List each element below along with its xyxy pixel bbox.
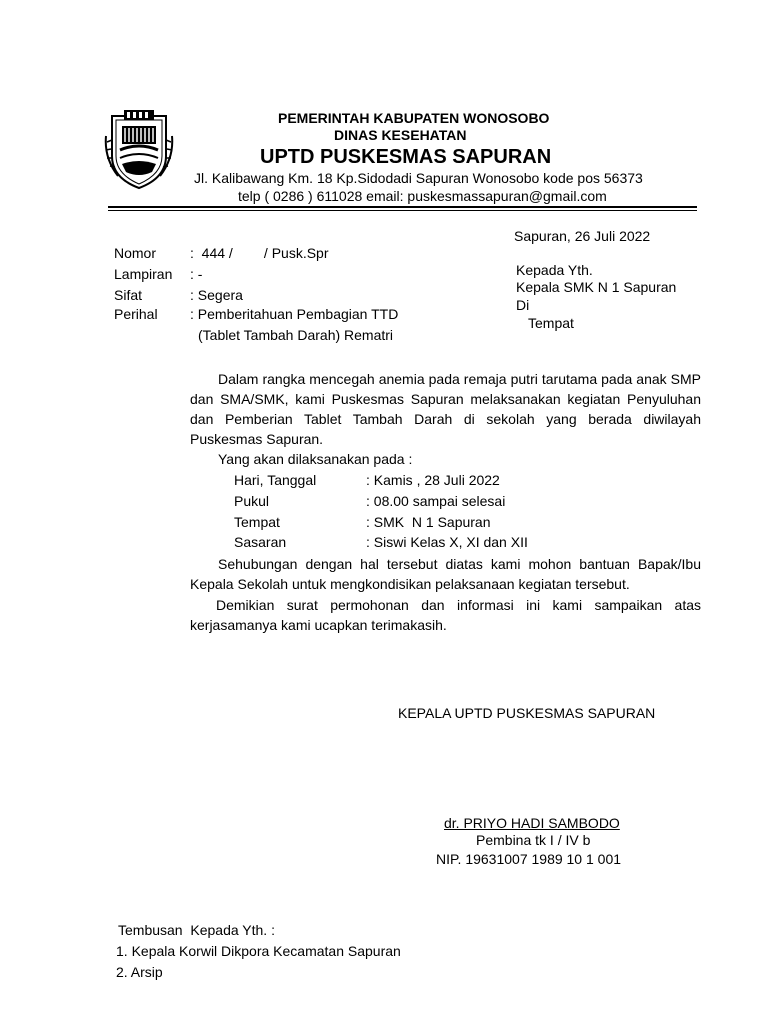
perihal-value: : Pemberitahuan Pembagian TTD [190,306,399,322]
perihal-label: Perihal [114,306,158,322]
sifat-value: : Segera [190,287,243,303]
lampiran-value: : - [190,266,203,282]
schedule-label-time: Pukul [234,493,270,509]
header-divider-thick [108,206,697,208]
header-government: PEMERINTAH KABUPATEN WONOSOBO [278,110,550,126]
schedule-value-time: : 08.00 sampai selesai [366,493,506,509]
header-contact: telp ( 0286 ) 611028 email: puskesmassapuran@gmail.com [238,188,607,204]
wonosobo-regency-emblem [104,106,174,190]
schedule-intro: Yang akan dilaksanakan pada : [218,451,413,467]
schedule-value-day: : Kamis , 28 Juli 2022 [366,472,500,488]
perihal-value-continued: (Tablet Tambah Darah) Rematri [198,327,394,343]
header-department: DINAS KESEHATAN [334,127,467,143]
body-paragraph-2: Sehubungan dengan hal tersebut diatas kami mohon bantuan Bapak/Ibu Kepala Sekolah untuk mengkondisikan pelaksanaan kegiatan tersebut. [190,556,701,592]
nomor-label: Nomor [114,245,157,261]
sifat-label: Sifat [114,287,143,303]
lampiran-label: Lampiran [114,266,173,282]
cc-item: 2. Arsip [116,964,163,980]
schedule-label-target: Sasaran [234,534,287,550]
nomor-value: : 444 / / Pusk.Spr [190,245,329,261]
schedule-value-place: : SMK N 1 Sapuran [366,514,491,530]
recipient-place: Tempat [528,315,574,331]
signature-nip: NIP. 19631007 1989 10 1 001 [436,851,622,867]
body-paragraph-1: Dalam rangka mencegah anemia pada remaja putri tarutama pada anak SMP dan SMA/SMK, kami Puskesmas Sapuran melaksanakan kegiatan Penyuluhan dan Pemberian Tablet Tambah Darah di sekolah yang berada diwilayah Puskesmas Sapuran. [190,371,701,447]
header-address: Jl. Kalibawang Km. 18 Kp.Sidodadi Sapuran Wonosobo kode pos 56373 [194,170,643,186]
signature-position: KEPALA UPTD PUSKESMAS SAPURAN [398,705,656,721]
signature-name: dr. PRIYO HADI SAMBODO [444,815,620,831]
schedule-label-place: Tempat [234,514,280,530]
cc-item: 1. Kepala Korwil Dikpora Kecamatan Sapuran [116,943,401,959]
letter-date: Sapuran, 26 Juli 2022 [514,228,651,244]
body-paragraph-3: Demikian surat permohonan dan informasi ini kami sampaikan atas kerjasamanya kami ucapkan terimakasih. [190,597,701,633]
cc-title: Tembusan Kepada Yth. : [118,922,275,938]
schedule-value-target: : Siswi Kelas X, XI dan XII [366,534,528,550]
recipient-name: Kepala SMK N 1 Sapuran [516,279,677,295]
schedule-label-day: Hari, Tanggal [234,472,317,488]
header-title: UPTD PUSKESMAS SAPURAN [260,146,552,168]
recipient-greeting: Kepada Yth. [516,262,593,278]
recipient-di: Di [516,297,530,313]
signature-rank: Pembina tk I / IV b [476,832,591,848]
header-divider-thin [108,210,697,211]
